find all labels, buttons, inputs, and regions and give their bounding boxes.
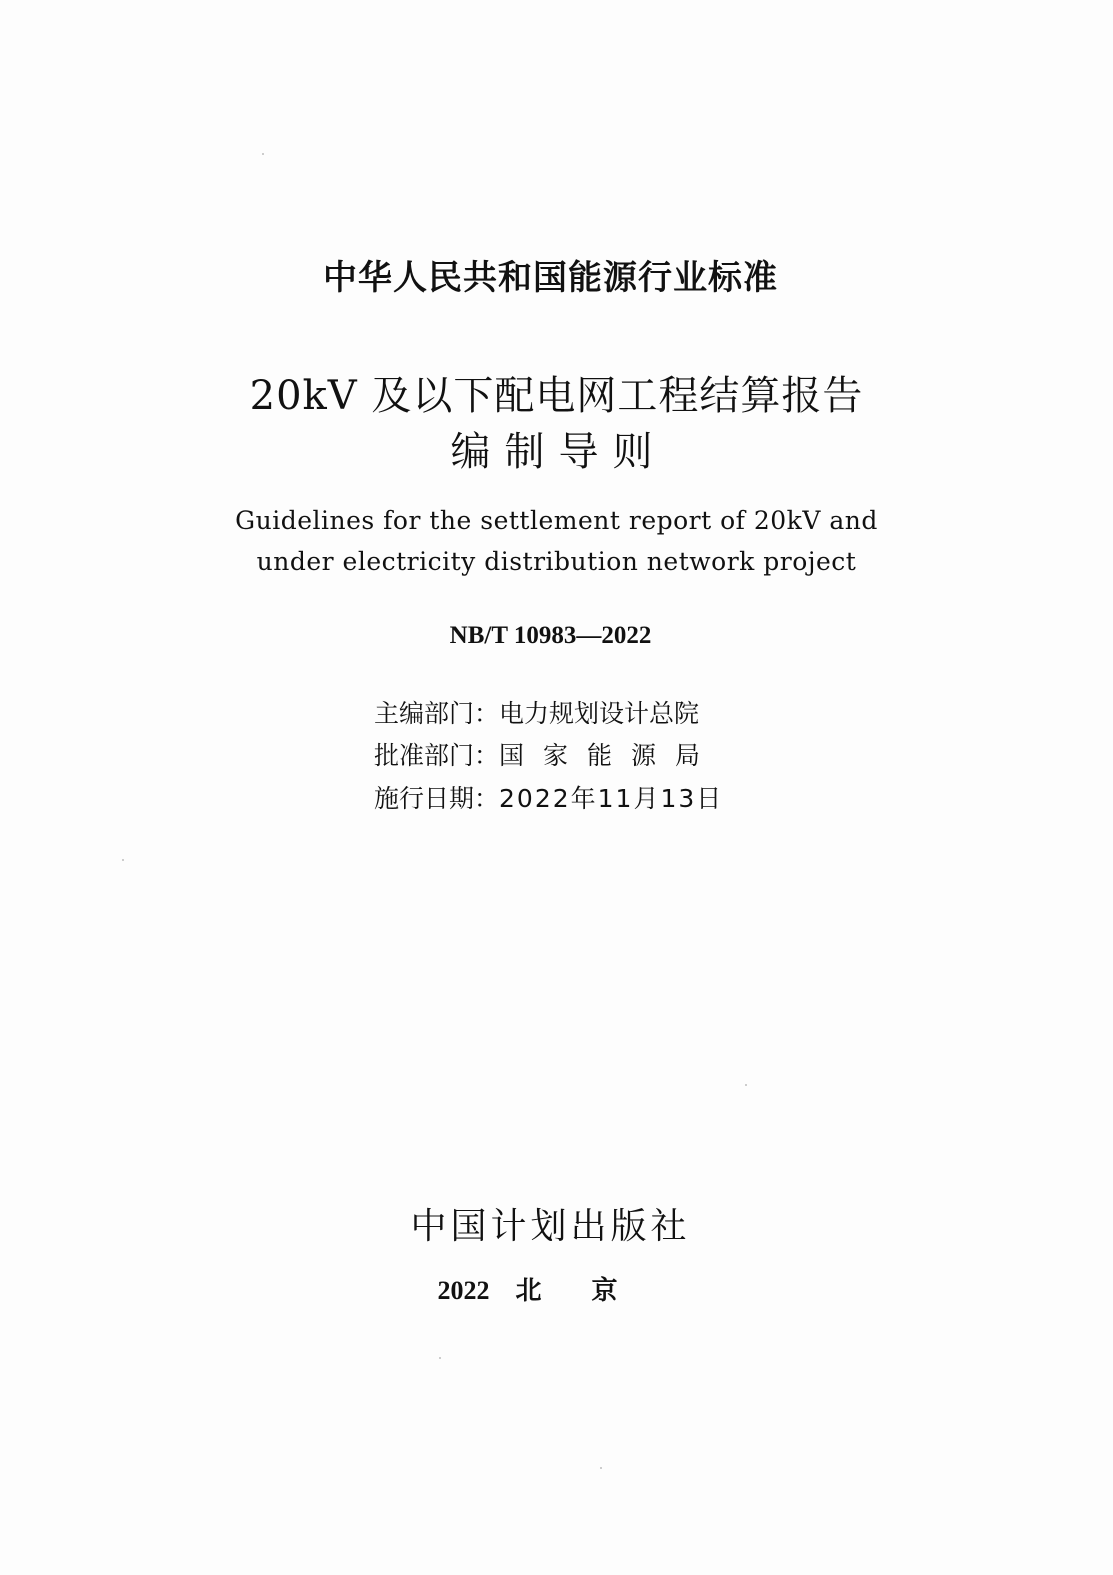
scan-speck <box>122 859 124 861</box>
scan-speck <box>262 153 264 155</box>
standard-code: NB/T 10983—2022 <box>449 622 652 649</box>
imprint-city: 北京 <box>515 1276 668 1305</box>
document-title-line-1: 20kV 及以下配电网工程结算报告 <box>249 373 864 419</box>
scan-speck <box>600 1467 602 1469</box>
scan-speck <box>745 1084 747 1086</box>
effective-date-row <box>374 779 794 815</box>
approver-row <box>374 736 794 772</box>
approver-label: 批准部门： <box>374 741 500 770</box>
effective-date-label: 施行日期： <box>374 784 500 813</box>
imprint-year: 2022 <box>437 1276 490 1305</box>
editor-row <box>374 694 794 730</box>
standard-series-heading: 中华人民共和国能源行业标准 <box>323 258 778 298</box>
approver-value: 国家能源局 <box>499 741 720 770</box>
imprint <box>0 1270 1109 1307</box>
scan-speck <box>439 1357 441 1359</box>
english-title-line-1: Guidelines for the settlement report of 20kV and <box>235 506 878 535</box>
publisher-name: 中国计划出版社 <box>410 1206 691 1247</box>
editor-value: 电力规划设计总院 <box>499 699 700 728</box>
document-title-line-2: 编制导则 <box>450 429 667 475</box>
editor-label: 主编部门： <box>374 699 500 728</box>
effective-date-value: 2022年11月13日 <box>499 784 724 813</box>
english-title-line-2: under electricity distribution network project <box>256 547 857 576</box>
